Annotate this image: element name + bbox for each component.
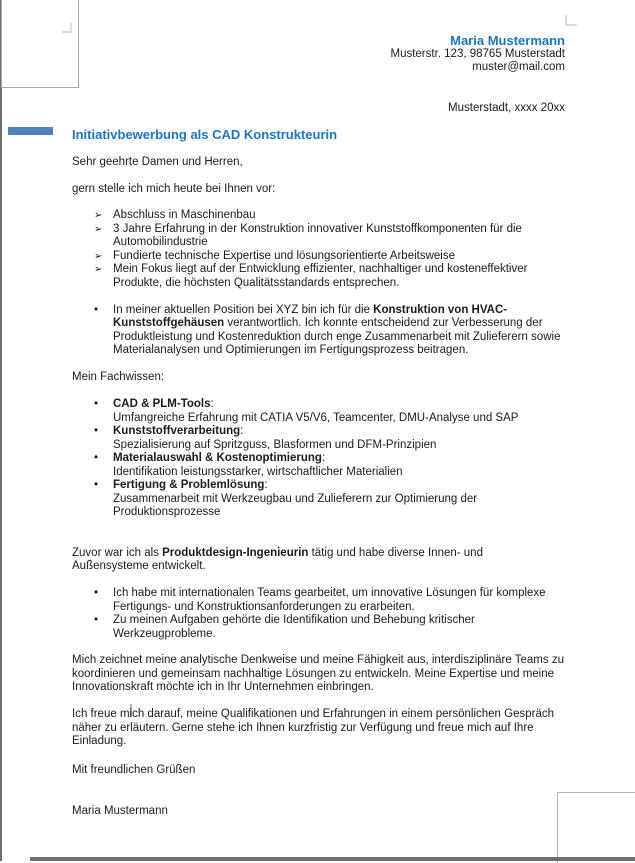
text-segment: verantwortlich. Ich konnte entscheidend zur Verbesserung der Produktleistung und Kostenreduktion durch enge Zusammenarbeit mit Zulieferern sowie Materialanalysen und Optimierungen im Fertigungsprozess beitragen. [113, 317, 561, 356]
dot-bullet-icon: • [94, 614, 99, 626]
dot-bullet-icon: • [94, 425, 99, 437]
expertise-colon: : [264, 479, 268, 491]
expertise-colon: : [240, 425, 244, 437]
highlights-list [72, 209, 577, 290]
list-text: Zu meinen Aufgaben gehörte die Identifikation und Behebung kritischer Werkzeugprobleme. [113, 614, 475, 640]
list-text [113, 304, 560, 357]
sender-email: muster@mail.com [472, 61, 565, 73]
expertise-list [72, 398, 577, 520]
sender-name: Maria Mustermann [450, 33, 565, 48]
list-item[interactable] [94, 452, 577, 479]
arrow-bullet-icon: ➢ [94, 223, 103, 235]
salutation[interactable]: Sehr geehrte Damen und Herren, [72, 155, 243, 168]
expertise-desc: Zusammenarbeit mit Werkzeugbau und Zulieferern zur Optimierung der Produktionsprozesse [113, 492, 478, 518]
subject-line[interactable]: Initiativbewerbung als CAD Konstrukteurin [72, 127, 338, 142]
list-text: Abschluss in Maschinenbau [113, 209, 256, 221]
expertise-term: Fertigung & Problemlösung [113, 479, 265, 491]
sender-address-block[interactable] [72, 34, 565, 75]
list-text: Fundierte technische Expertise und lösungsorientierte Arbeitsweise [113, 249, 455, 262]
current-position-list [72, 304, 577, 358]
list-text: 3 Jahre Erfahrung in der Konstruktion innovativer Kunststoffkomponenten für die Automobilindustrie [113, 222, 522, 248]
list-item[interactable] [94, 263, 577, 290]
photo-placeholder-box [1, 0, 79, 88]
list-item[interactable] [94, 222, 577, 250]
expertise-colon: : [210, 398, 214, 410]
text-segment: In meiner aktuellen Position bei XYZ bin ich für die [113, 303, 374, 316]
dot-bullet-icon: • [94, 452, 99, 464]
valediction[interactable]: Mit freundlichen Grüßen [72, 764, 196, 776]
expertise-desc: Umfangreiche Erfahrung mit CATIA V5/V6, Teamcenter, DMU-Analyse und SAP [113, 411, 519, 424]
expertise-heading[interactable]: Mein Fachwissen: [72, 371, 165, 383]
signature-name[interactable]: Maria Mustermann [72, 804, 168, 817]
text-segment: tätig und habe diverse Innen- und Außensysteme entwickelt. [72, 546, 483, 572]
list-item[interactable] [94, 303, 577, 358]
previous-points-list [72, 587, 577, 641]
page-left-edge [0, 0, 2, 861]
arrow-bullet-icon: ➢ [94, 264, 103, 275]
text-segment: Produktdesign-Ingenieurin [162, 546, 309, 559]
arrow-bullet-icon: ➢ [94, 210, 103, 221]
letter-content[interactable] [72, 0, 577, 818]
previous-role-paragraph[interactable] [72, 547, 554, 574]
list-item[interactable] [94, 479, 577, 520]
text-segment: Konstruktion von HVAC-Kunststoffgehäusen [113, 303, 508, 329]
dateline[interactable]: Musterstadt, xxxx 20xx [448, 101, 565, 114]
list-text: Mein Fokus liegt auf der Entwicklung effizienter, nachhaltiger und kosteneffektiver Produkte, die höchsten Qualitätsstandards entsprechen. [113, 263, 528, 289]
closing-paragraph[interactable]: Ich freue mich darauf, meine Qualifikationen und Erfahrungen in einem persönlichen Gespräch näher zu erläutern. Gerne stehe ich Ihnen kurzfristig zur Verfügung und freue mich auf Ihre Einladung. [72, 708, 555, 747]
intro-paragraph[interactable]: gern stelle ich mich heute bei Ihnen vor: [72, 182, 276, 195]
list-item[interactable] [94, 425, 577, 452]
list-item[interactable] [94, 614, 577, 641]
dot-bullet-icon: • [94, 479, 99, 491]
expertise-term: CAD & PLM-Tools [113, 398, 211, 410]
dot-bullet-icon: • [94, 398, 99, 410]
list-item[interactable] [94, 587, 577, 614]
strengths-paragraph[interactable]: Mich zeichnet meine analytische Denkweise und meine Fähigkeit aus, interdisziplinäre Teams zu koordinieren und gemeinsam nachhaltige Lösungen zu entwickeln. Meine Expertise und meine Innovationskraft möchte ich in Ihr Unternehmen einbringen. [72, 654, 564, 693]
expertise-colon: : [321, 452, 326, 464]
expertise-term: Materialauswahl & Kostenoptimierung [113, 452, 322, 464]
expertise-term: Kunststoffverarbeitung [113, 425, 241, 437]
sender-street: Musterstr. 123, 98765 Musterstadt [390, 47, 565, 60]
arrow-bullet-icon: ➢ [94, 250, 103, 262]
expertise-desc: Spezialisierung auf Spritzguss, Blasformen und DFM-Prinzipien [113, 438, 437, 451]
list-item[interactable] [94, 209, 577, 223]
list-item[interactable] [94, 249, 577, 264]
text-segment: Zuvor war ich als [72, 546, 163, 559]
expertise-desc: Identifikation leistungsstarker, wirtschaftlicher Materialien [113, 465, 403, 478]
list-item[interactable] [94, 398, 577, 425]
page-bottom-edge [30, 857, 635, 861]
subject-accent-bar [8, 127, 53, 135]
dot-bullet-icon: • [94, 587, 99, 599]
dot-bullet-icon: • [94, 303, 99, 316]
list-text: Ich habe mit internationalen Teams gearbeitet, um innovative Lösungen für komplexe Fertigungs- und Konstruktionsanforderungen zu erarbeiten. [113, 587, 546, 613]
text-boundary-corner-icon [62, 23, 72, 33]
